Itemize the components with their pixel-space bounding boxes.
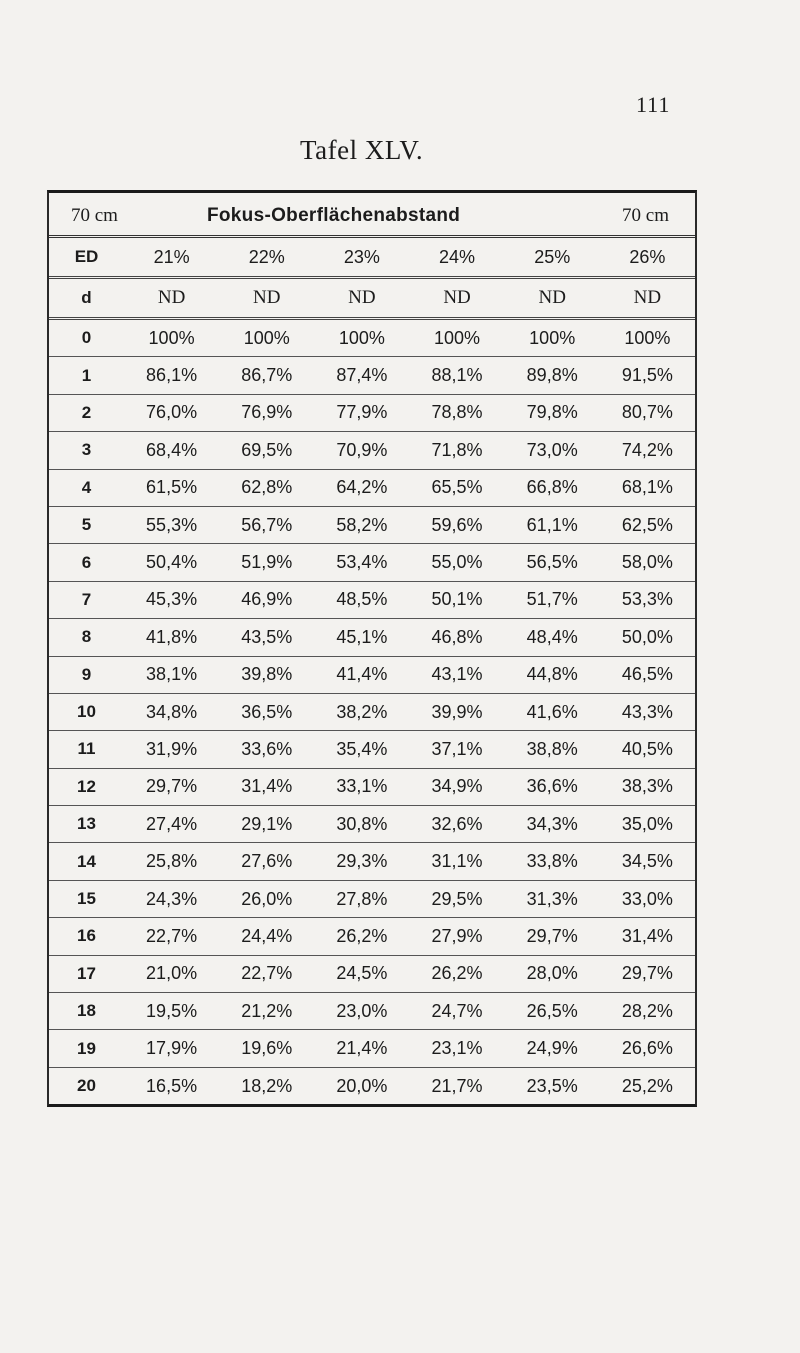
- row-label-d: 6: [49, 544, 124, 581]
- table-cell: 87,4%: [314, 357, 409, 394]
- table-cell: 23,0%: [314, 993, 409, 1030]
- table-cell: 39,9%: [409, 693, 504, 730]
- table-cell: 34,8%: [124, 693, 219, 730]
- table-cell: 21,2%: [219, 993, 314, 1030]
- table-row: [49, 880, 695, 917]
- ed-cell: 22%: [219, 238, 314, 278]
- table-cell: 39,8%: [219, 656, 314, 693]
- table-cell: 26,2%: [314, 918, 409, 955]
- ed-cell: 21%: [124, 238, 219, 278]
- table-row: [49, 693, 695, 730]
- table-cell: 34,9%: [409, 768, 504, 805]
- row-label-d: 4: [49, 469, 124, 506]
- table-cell: 29,3%: [314, 843, 409, 880]
- table-row: [49, 619, 695, 656]
- table-row: [49, 1067, 695, 1104]
- table-cell: 100%: [124, 319, 219, 357]
- row-label-d: 3: [49, 432, 124, 469]
- table-cell: 31,3%: [505, 880, 600, 917]
- ed-cell: 23%: [314, 238, 409, 278]
- table-cell: 21,7%: [431, 1075, 483, 1096]
- table-cell: 27,9%: [409, 918, 504, 955]
- header-distance-right: 70 cm: [622, 205, 669, 226]
- row-label-d: 12: [49, 768, 124, 805]
- table-row: [49, 731, 695, 768]
- table-cell: 29,7%: [600, 955, 695, 992]
- table-cell: 22,7%: [124, 918, 219, 955]
- table-cell: 35,0%: [600, 806, 695, 843]
- page-title: Tafel XLV.: [300, 135, 424, 165]
- table-cell: 58,2%: [314, 506, 409, 543]
- table-cell: 26,5%: [505, 993, 600, 1030]
- ed-cell: 25%: [505, 238, 600, 278]
- header-title: Fokus-Oberflächenabstand: [207, 205, 461, 226]
- table-cell: 51,7%: [505, 581, 600, 618]
- table-cell: 80,7%: [600, 394, 695, 431]
- table-row: [49, 768, 695, 805]
- table-cell: 29,5%: [409, 880, 504, 917]
- table-row: [49, 544, 695, 581]
- page-number: 111: [636, 92, 671, 117]
- table-cell: 100%: [600, 319, 695, 357]
- table-cell: 45,1%: [314, 619, 409, 656]
- table-cell: 69,5%: [219, 432, 314, 469]
- values-table: [49, 238, 695, 1104]
- table-cell: 53,4%: [314, 544, 409, 581]
- table-cell: 36,6%: [505, 768, 600, 805]
- table-cell: 21,4%: [314, 1030, 409, 1067]
- table-cell: 34,3%: [505, 806, 600, 843]
- table-cell: 44,8%: [505, 656, 600, 693]
- table-row: [49, 506, 695, 543]
- ed-label: ED: [49, 238, 124, 278]
- table-cell: 48,4%: [505, 619, 600, 656]
- nd-cell: ND: [409, 278, 504, 319]
- data-table: [47, 190, 697, 1107]
- table-row: [49, 357, 695, 394]
- table-cell: 89,8%: [505, 357, 600, 394]
- table-cell: 50,1%: [409, 581, 504, 618]
- table-cell: 23,1%: [409, 1030, 504, 1067]
- table-row: [49, 993, 695, 1030]
- table-row: [49, 394, 695, 431]
- table-cell: 38,3%: [600, 768, 695, 805]
- table-cell: 61,5%: [124, 469, 219, 506]
- table-cell: 23,5%: [526, 1075, 578, 1096]
- table-cell: 51,9%: [219, 544, 314, 581]
- table-cell: 24,9%: [505, 1030, 600, 1067]
- table-cell: 100%: [409, 319, 504, 357]
- table-cell: 36,5%: [219, 693, 314, 730]
- row-label-d: 10: [49, 693, 124, 730]
- table-cell: 50,4%: [124, 544, 219, 581]
- table-cell: 73,0%: [505, 432, 600, 469]
- table-cell: 62,8%: [219, 469, 314, 506]
- table-cell: 61,1%: [505, 506, 600, 543]
- table-row: [49, 806, 695, 843]
- table-row: [49, 469, 695, 506]
- table-cell: 64,2%: [314, 469, 409, 506]
- row-label-d: 11: [49, 731, 124, 768]
- table-cell: 27,6%: [219, 843, 314, 880]
- table-row: [49, 656, 695, 693]
- table-cell: 35,4%: [314, 731, 409, 768]
- table-cell: 19,6%: [219, 1030, 314, 1067]
- table-cell: 53,3%: [600, 581, 695, 618]
- table-cell: 25,8%: [124, 843, 219, 880]
- table-cell: 46,5%: [600, 656, 695, 693]
- table-cell: 74,2%: [600, 432, 695, 469]
- table-cell: 78,8%: [409, 394, 504, 431]
- d-label: d: [49, 278, 124, 319]
- table-cell: 100%: [314, 319, 409, 357]
- ed-row: [49, 238, 695, 278]
- table-cell: 38,8%: [505, 731, 600, 768]
- table-cell: 41,4%: [314, 656, 409, 693]
- table-cell: 76,0%: [124, 394, 219, 431]
- table-cell: 40,5%: [600, 731, 695, 768]
- table-cell: 43,5%: [219, 619, 314, 656]
- table-row: [49, 319, 695, 357]
- table-cell: 22,7%: [219, 955, 314, 992]
- nd-cell: ND: [600, 278, 695, 319]
- table-cell: 70,9%: [314, 432, 409, 469]
- table-cell: 100%: [219, 319, 314, 357]
- table-cell: 30,8%: [314, 806, 409, 843]
- table-cell: 37,1%: [409, 731, 504, 768]
- row-label-d: 17: [49, 955, 124, 992]
- row-label-d: 15: [49, 880, 124, 917]
- table-cell: 31,9%: [124, 731, 219, 768]
- nd-cell: ND: [124, 278, 219, 319]
- table-cell: 91,5%: [600, 357, 695, 394]
- table-cell: 24,3%: [124, 880, 219, 917]
- table-cell: 46,9%: [219, 581, 314, 618]
- table-cell: 86,1%: [124, 357, 219, 394]
- table-row: [49, 843, 695, 880]
- table-cell: 59,6%: [409, 506, 504, 543]
- row-label-d: 13: [49, 806, 124, 843]
- table-cell: 55,3%: [124, 506, 219, 543]
- table-cell: 34,5%: [600, 843, 695, 880]
- table-cell: 65,5%: [409, 469, 504, 506]
- table-cell: 62,5%: [600, 506, 695, 543]
- table-row: [49, 918, 695, 955]
- table-row: [49, 1030, 695, 1067]
- row-label-d: 1: [49, 357, 124, 394]
- table-cell: 79,8%: [505, 394, 600, 431]
- header-distance-left: 70 cm: [71, 205, 118, 226]
- table-cell: 18,2%: [241, 1075, 293, 1096]
- table-cell: 50,0%: [600, 619, 695, 656]
- table-cell: 33,0%: [600, 880, 695, 917]
- table-row: [49, 955, 695, 992]
- table-cell: 26,0%: [219, 880, 314, 917]
- nd-cell: ND: [314, 278, 409, 319]
- table-cell: 38,2%: [314, 693, 409, 730]
- table-cell: 76,9%: [219, 394, 314, 431]
- table-cell: 17,9%: [124, 1030, 219, 1067]
- table-cell: 33,1%: [314, 768, 409, 805]
- table-cell: 56,5%: [505, 544, 600, 581]
- nd-cell: ND: [505, 278, 600, 319]
- table-cell: 68,1%: [600, 469, 695, 506]
- table-cell: 33,8%: [505, 843, 600, 880]
- table-cell: 56,7%: [219, 506, 314, 543]
- table-cell: 43,1%: [409, 656, 504, 693]
- table-cell: 24,5%: [314, 955, 409, 992]
- table-cell: 25,2%: [621, 1075, 673, 1096]
- row-label-d: 2: [49, 394, 124, 431]
- table-cell: 77,9%: [314, 394, 409, 431]
- table-cell: 24,4%: [219, 918, 314, 955]
- row-label-d: 8: [49, 619, 124, 656]
- table-cell: 31,4%: [600, 918, 695, 955]
- table-cell: 33,6%: [219, 731, 314, 768]
- table-cell: 66,8%: [505, 469, 600, 506]
- row-label-d: 7: [49, 581, 124, 618]
- table-cell: 41,6%: [505, 693, 600, 730]
- table-cell: 28,2%: [600, 993, 695, 1030]
- table-header: [49, 193, 695, 238]
- table-cell: 45,3%: [124, 581, 219, 618]
- table-cell: 26,2%: [409, 955, 504, 992]
- table-cell: 38,1%: [124, 656, 219, 693]
- table-cell: 100%: [505, 319, 600, 357]
- table-cell: 88,1%: [409, 357, 504, 394]
- table-cell: 32,6%: [409, 806, 504, 843]
- table-cell: 27,8%: [314, 880, 409, 917]
- table-cell: 46,8%: [409, 619, 504, 656]
- data-rows: [49, 319, 695, 1105]
- nd-row: [49, 278, 695, 319]
- table-cell: 29,7%: [505, 918, 600, 955]
- nd-cell: ND: [219, 278, 314, 319]
- table-cell: 48,5%: [314, 581, 409, 618]
- table-cell: 21,0%: [124, 955, 219, 992]
- row-label-d: 19: [49, 1030, 124, 1067]
- table-cell: 27,4%: [124, 806, 219, 843]
- table-cell: 20,0%: [336, 1075, 388, 1096]
- row-label-d: 0: [49, 319, 124, 357]
- table-cell: 68,4%: [124, 432, 219, 469]
- row-label-d: 16: [49, 918, 124, 955]
- table-cell: 29,7%: [124, 768, 219, 805]
- table-row: [49, 581, 695, 618]
- row-label-d: 14: [49, 843, 124, 880]
- table-cell: 24,7%: [409, 993, 504, 1030]
- row-label-d: 18: [49, 993, 124, 1030]
- table-cell: 86,7%: [219, 357, 314, 394]
- table-cell: 58,0%: [600, 544, 695, 581]
- table-row: [49, 432, 695, 469]
- table-cell: 29,1%: [219, 806, 314, 843]
- table-cell: 19,5%: [124, 993, 219, 1030]
- table-cell: 43,3%: [600, 693, 695, 730]
- table-cell: 41,8%: [124, 619, 219, 656]
- table-cell: 31,4%: [219, 768, 314, 805]
- row-label-d: 5: [49, 506, 124, 543]
- row-label-d: 20: [77, 1076, 96, 1095]
- table-cell: 31,1%: [409, 843, 504, 880]
- table-cell: 28,0%: [505, 955, 600, 992]
- table-cell: 71,8%: [409, 432, 504, 469]
- ed-cell: 26%: [600, 238, 695, 278]
- row-label-d: 9: [49, 656, 124, 693]
- ed-cell: 24%: [409, 238, 504, 278]
- table-cell: 16,5%: [146, 1075, 198, 1096]
- table-cell: 55,0%: [409, 544, 504, 581]
- table-cell: 26,6%: [600, 1030, 695, 1067]
